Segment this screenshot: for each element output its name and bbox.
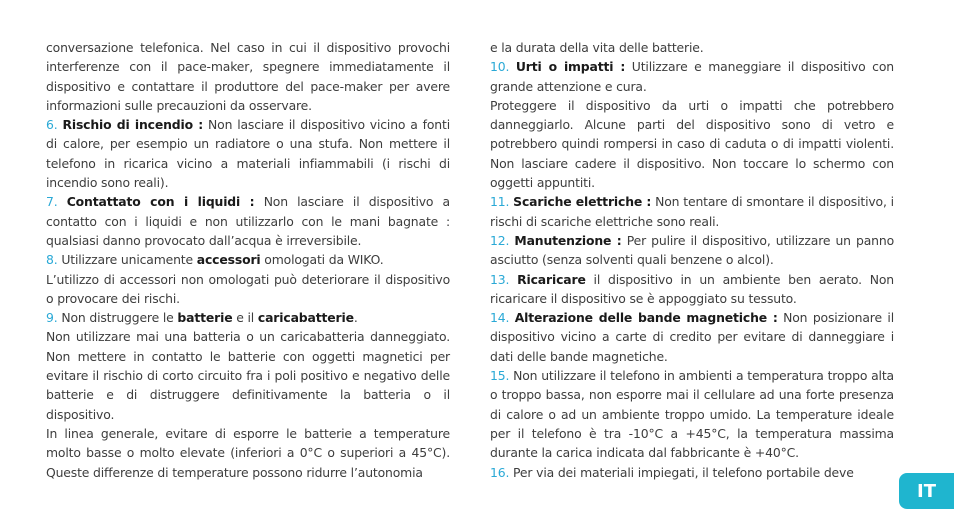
item-number: 13. [490,271,510,287]
item-7 [46,192,450,250]
item-number: 10. [490,59,510,75]
paragraph-10b: Proteggere il dispositivo da urti o impatti che potrebbero danneggiarlo. Alcune parti del dispositivo sono di vetro e potrebbero quindi rompersi in caso di caduta o di impatti violenti. Non lasciare cadere il dispositivo. Non toccare lo schermo con oggetti appuntiti. [490,97,894,191]
item-term: Scariche elettriche : [513,194,652,210]
item-text: Non tentare di smontare il dispositivo, i rischi di scariche elettriche sono reali. [490,194,894,229]
paragraph-continued: e la durata della vita delle batterie. [490,40,704,55]
item-term: Ricaricare [517,271,586,287]
paragraph-9b: Non utilizzare mai una batteria o un caricabatteria danneggiato. Non mettere in contatto le batterie con oggetti magnetici per evitare il rischio di corto circuito fra i poli positivo e negativo delle batterie e di distruggere definitivamente la batteria o il dispositivo. [46,329,450,422]
item-15 [490,366,894,462]
item-text-pre: Non distruggere le [57,310,178,326]
item-number: 9. [46,310,58,326]
item-term: Urti o impatti : [515,59,626,75]
item-text-post: . [353,310,358,326]
paragraph-9c: In linea generale, evitare di esporre le batterie a temperature molto basse o molto elevate (inferiori a 0°C o superiori a 45°C). Queste differenze di temperature possono ridurre l’autonomia [46,425,450,480]
item-text: Non utilizzare il telefono in ambienti a temperatura troppo alta o troppo bassa, non esporre mai il cellulare ad una forte presenza di calore o ad un ambiente troppo umido. La temperature ideale per il telefono è tra -10°C a +45°C, la temperatura massima durante la carica indicata dal fabbricante è +40°C. [490,368,894,461]
item-10 [490,57,894,96]
language-tab: IT [899,473,954,509]
paragraph-8b: L’utilizzo di accessori non omologati può deteriorare il dispositivo o provocare dei rischi. [46,271,450,306]
item-16 [490,463,894,482]
item-term: Rischio di incendio : [62,117,204,133]
item-term: Contattato con i liquidi : [66,194,255,210]
item-text: il dispositivo in un ambiente ben aerato. Non ricaricare il dispositivo se è appoggiato su tessuto. [490,271,894,306]
item-term: Alterazione delle bande magnetiche : [514,310,778,326]
item-text: Non lasciare il dispositivo a contatto con i liquidi e non utilizzarlo con le mani bagnate : qualsiasi danno provocato dall’acqua è irreversibile. [46,194,451,248]
item-6 [46,115,450,192]
item-text: Non posizionare il dispositivo vicino a carte di credito per evitare di danneggiare i dati delle bande magnetiche. [490,310,894,364]
item-term: accessori [196,252,261,268]
item-text-pre: Utilizzare unicamente [57,252,197,268]
item-text: omologati da WIKO. [260,252,384,268]
item-number: 11. [490,194,510,210]
item-number: 12. [490,232,510,248]
item-number: 16. [490,464,510,480]
item-9 [46,308,450,327]
item-number: 14. [490,310,510,326]
item-13 [490,270,894,309]
left-column [46,38,450,482]
item-text: Utilizzare e maneggiare il dispositivo con grande attenzione e cura. [490,59,894,94]
item-number: 7. [46,194,58,210]
item-text: Non lasciare il dispositivo vicino a fonti di calore, per esempio un radiatore o una stufa. Non mettere il telefono in ricarica vicino a materiali infiammabili (i rischi di incendio sono reali). [46,117,450,191]
item-text: Per pulire il dispositivo, utilizzare un panno asciutto (senza solventi quali benzene o alcol). [490,232,894,268]
item-11 [490,192,894,231]
item-number: 6. [46,117,58,133]
item-term-batterie: batterie [177,310,233,326]
item-text-mid: e il [232,310,258,326]
item-12 [490,231,894,270]
item-text: Per via dei materiali impiegati, il telefono portabile deve [509,464,854,480]
item-number: 8. [46,252,58,268]
right-column [490,38,894,482]
item-8 [46,250,450,269]
item-term: Manutenzione : [514,232,622,248]
item-number: 15. [490,368,510,384]
paragraph-intro: conversazione telefonica. Nel caso in cui il dispositivo provochi interferenze con il pace-maker, spegnere immediatamente il dispositivo e contattare il produttore del pace-maker per avere informazioni sulle precauzioni da osservare. [46,40,450,113]
item-14 [490,308,894,366]
item-term-caricabatterie: caricabatterie [257,310,354,326]
